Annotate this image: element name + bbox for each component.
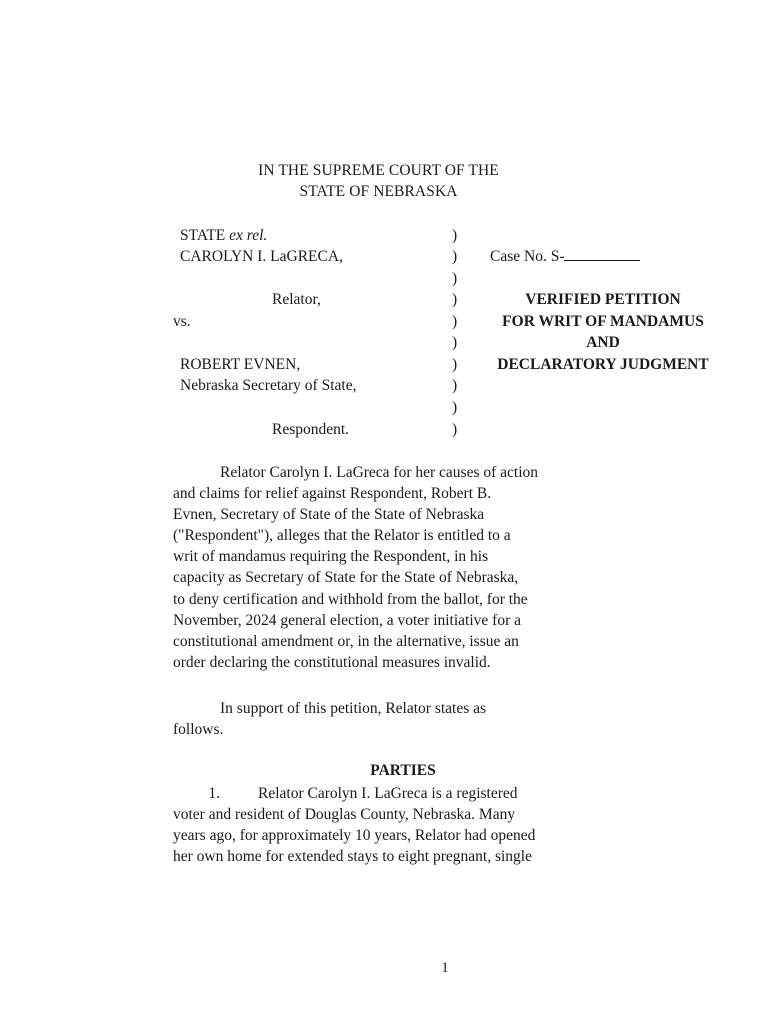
caption-versus: vs. [173, 313, 191, 330]
court-heading-line-1: IN THE SUPREME COURT OF THE [258, 162, 499, 179]
page-number: 1 [441, 960, 449, 976]
intro-line: Evnen, Secretary of State of the State of Nebraska [173, 506, 485, 524]
caption-respondent-name: ROBERT EVNEN, [180, 356, 301, 373]
caption-paren: ) [452, 421, 458, 438]
parties-paragraph-1 [173, 783, 578, 867]
parties-line: voter and resident of Douglas County, Nebraska. Many [173, 806, 516, 824]
petition-title-line-1: VERIFIED PETITION [525, 291, 681, 308]
petition-title-line-2: FOR WRIT OF MANDAMUS [502, 313, 704, 330]
case-number-label: Case No. S- [490, 248, 565, 265]
caption-paren: ) [452, 377, 458, 394]
caption-respondent-title: Nebraska Secretary of State, [180, 377, 357, 394]
caption-respondent-role: Respondent. [272, 421, 350, 438]
parties-line: years ago, for approximately 10 years, Relator had opened [173, 827, 536, 845]
intro-paragraph [173, 462, 578, 673]
intro-line: November, 2024 general election, a voter initiative for a [173, 611, 521, 629]
intro-line: Relator Carolyn I. LaGreca for her causes of action [220, 464, 539, 481]
caption-paren: ) [452, 399, 458, 416]
support-line: follows. [173, 721, 224, 739]
parties-first-line [173, 783, 578, 804]
intro-line: ("Respondent"), alleges that the Relator is entitled to a [173, 527, 511, 545]
caption-relator-name: CAROLYN I. LaGRECA, [180, 248, 343, 265]
intro-line: constitutional amendment or, in the alternative, issue an [173, 632, 519, 650]
intro-line: and claims for relief against Respondent, Robert B. [173, 485, 492, 503]
intro-line: order declaring the constitutional measures invalid. [173, 653, 491, 671]
intro-line: to deny certification and withhold from the ballot, for the [173, 590, 528, 608]
support-line: In support of this petition, Relator states as [220, 700, 487, 717]
petition-title-line-4: DECLARATORY JUDGMENT [497, 356, 709, 373]
petition-title-line-3: AND [586, 334, 620, 351]
court-heading-line-2: STATE OF NEBRASKA [299, 183, 458, 200]
caption-paren: ) [452, 313, 458, 330]
parties-heading: PARTIES [370, 762, 436, 779]
caption-relator-role: Relator, [272, 291, 321, 308]
parties-line: Relator Carolyn I. LaGreca is a registered [258, 785, 518, 802]
caption-paren: ) [452, 291, 458, 308]
caption-paren: ) [452, 334, 458, 351]
caption-state-label: STATE [180, 227, 226, 244]
caption-paren: ) [452, 248, 458, 265]
caption-state-line [180, 227, 267, 245]
caption-paren: ) [452, 227, 458, 244]
intro-line: capacity as Secretary of State for the State of Nebraska, [173, 569, 519, 587]
parties-line: her own home for extended stays to eight pregnant, single [173, 848, 532, 866]
intro-line: writ of mandamus requiring the Respondent, in his [173, 548, 489, 566]
caption-paren: ) [452, 356, 458, 373]
caption-paren: ) [452, 270, 458, 287]
caption-ex-rel: ex rel. [229, 227, 268, 244]
parties-item-number: 1. [208, 785, 220, 802]
case-number [490, 248, 640, 266]
case-number-blank [564, 248, 640, 261]
support-paragraph [173, 698, 578, 740]
